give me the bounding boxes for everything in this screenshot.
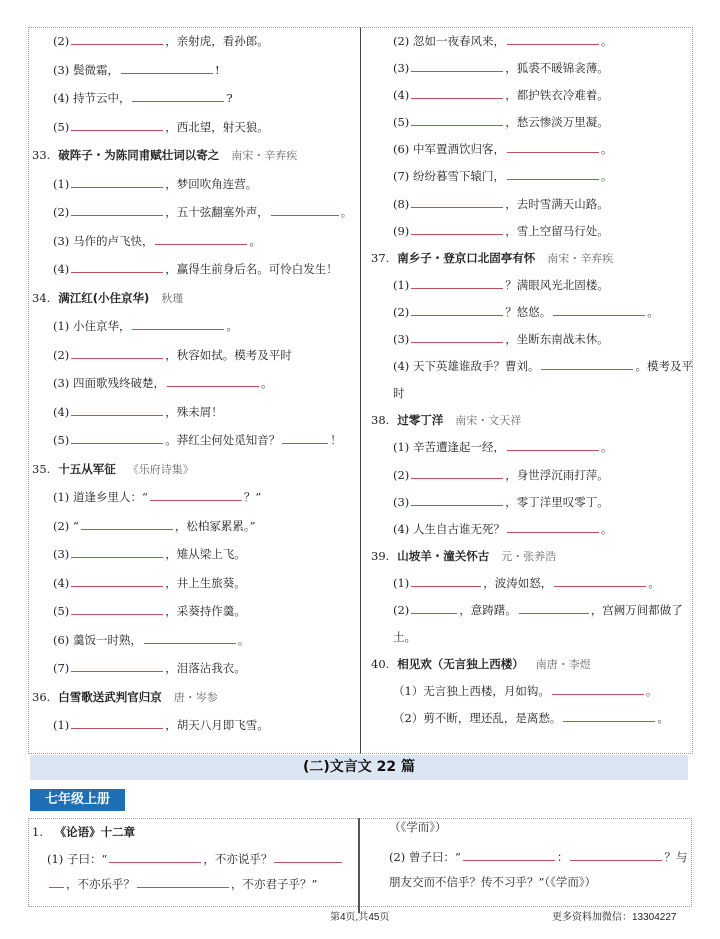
question-line — [361, 434, 692, 461]
answer-blank[interactable] — [411, 224, 503, 235]
question-text: 。 — [648, 575, 660, 590]
answer-blank[interactable] — [144, 633, 236, 644]
question-text: ，雪上空留马行处。 — [505, 223, 609, 238]
question-line — [29, 198, 360, 227]
question-text: 。 — [600, 521, 613, 536]
answer-blank[interactable] — [71, 262, 163, 273]
answer-blank[interactable] — [411, 603, 457, 614]
answer-blank[interactable] — [554, 576, 646, 587]
question-line — [361, 218, 692, 245]
question-line — [361, 380, 692, 407]
question-text: ，不亦说乎？ — [203, 852, 273, 866]
answer-blank[interactable] — [155, 234, 247, 245]
poem-title: 南乡子・登京口北固亭有怀 — [397, 250, 536, 265]
question-line — [361, 82, 692, 109]
column-divider — [358, 818, 360, 913]
question-text: ，殊未屑！ — [165, 404, 223, 419]
question-text: (2) — [393, 467, 410, 482]
poem-title: 山坡羊・潼关怀古 — [397, 548, 490, 563]
question-line — [29, 113, 360, 142]
page-number: 第4页,共45页 — [330, 912, 390, 923]
question-text: (5) — [53, 604, 70, 618]
question-text: (1) 道逢乡里人：“ — [53, 490, 148, 504]
poem-title: 白雪歌送武判官归京 — [58, 689, 162, 704]
question-text: 。 — [260, 376, 273, 390]
question-text: ？” — [243, 490, 262, 504]
question-text: (3) 四面歌残终破楚， — [53, 376, 165, 390]
poem-author: 南唐・李煜 — [535, 658, 591, 672]
question-text: ，都护铁衣冷难着。 — [505, 88, 609, 103]
question-text: (2) “ — [53, 518, 79, 533]
question-line — [361, 353, 692, 380]
question-text: (6) 羹饭一时熟， — [53, 632, 142, 647]
poem-author: 唐・岑参 — [173, 690, 218, 704]
answer-blank[interactable] — [563, 711, 655, 722]
question-text: 。 — [600, 169, 613, 184]
source-note: （《学而》） — [389, 820, 447, 834]
question-text: ，狐裘不暖锦衾薄。 — [505, 61, 609, 76]
question-line — [29, 426, 360, 455]
question-text: (2) — [53, 347, 70, 362]
question-text: (2) — [53, 34, 70, 48]
question-text: ，零丁洋里叹零丁。 — [505, 494, 609, 509]
answer-blank[interactable] — [411, 115, 503, 126]
question-line — [361, 299, 692, 326]
answer-blank[interactable] — [71, 661, 163, 672]
question-text: ，不亦君子乎？” — [231, 877, 318, 891]
question-text: (1) 子曰：“ — [47, 852, 108, 866]
poem-author: 元・张养浩 — [501, 549, 557, 563]
question-text: (3) 马作的卢飞快， — [53, 233, 154, 248]
question-text: (4) 人生自古谁无死？ — [393, 521, 505, 536]
question-text: (1) — [393, 277, 410, 292]
question-line — [361, 705, 692, 732]
answer-blank[interactable] — [553, 305, 645, 316]
question-text: ？悠悠。 — [505, 304, 552, 319]
answer-blank[interactable] — [507, 142, 599, 153]
question-text: ，西北望，射天狼。 — [165, 119, 269, 134]
question-text: （2）剪不断，理还乱，是离愁。 — [393, 711, 562, 726]
question-text: (6) 中军置酒饮归客， — [393, 142, 505, 157]
answer-blank[interactable] — [411, 576, 481, 587]
left-column — [28, 27, 360, 754]
answer-blank[interactable] — [463, 850, 555, 861]
answer-blank[interactable] — [49, 877, 64, 888]
poem-number: 35. — [32, 461, 51, 476]
answer-blank[interactable] — [150, 490, 242, 501]
question-text: 。 — [226, 319, 238, 333]
answer-blank[interactable] — [71, 34, 163, 45]
answer-blank[interactable] — [109, 852, 201, 863]
question-line — [361, 678, 692, 705]
question-text: 。 — [237, 632, 250, 647]
poem-heading — [29, 455, 360, 484]
question-text: (5) — [53, 433, 70, 447]
question-text: (3) — [53, 547, 70, 561]
grade-badge: 七年级上册 — [30, 789, 125, 811]
poem-number: 37. — [371, 250, 390, 265]
classical-box — [28, 818, 692, 907]
answer-blank[interactable] — [71, 576, 163, 587]
question-line — [29, 540, 360, 569]
question-line — [29, 398, 360, 427]
answer-blank[interactable] — [137, 877, 229, 888]
poem-title: 破阵子・为陈同甫赋壮词以寄之 — [58, 148, 220, 162]
question-text: (3) — [393, 332, 410, 347]
answer-blank[interactable] — [71, 604, 163, 615]
question-text: 。 — [600, 34, 613, 48]
question-text: (2) — [393, 602, 410, 617]
question-text: (1) 小住京华， — [53, 319, 131, 333]
question-line — [29, 170, 360, 199]
poem-title: 过零丁洋 — [397, 413, 444, 428]
poem-number: 34. — [32, 290, 51, 305]
question-line — [361, 55, 692, 82]
question-text: ，波涛如怒， — [483, 575, 553, 590]
question-text: ，意踌躇。 — [459, 602, 517, 617]
question-text: （1）无言独上西楼，月如钩。 — [393, 684, 550, 699]
question-text: 。 — [645, 684, 658, 699]
question-line — [29, 369, 360, 398]
poem-heading — [361, 543, 692, 570]
question-text: ，赢得生前身后名。可怜白发生！ — [165, 262, 338, 276]
question-text: (1) — [393, 575, 410, 590]
question-text: ，宫阙万间都做了 — [590, 602, 683, 617]
question-text: 。 — [657, 711, 669, 726]
question-line — [29, 483, 360, 512]
answer-blank[interactable] — [570, 850, 662, 861]
question-text: 朋友交而不信乎？传不习乎？”（《学而》） — [389, 875, 597, 889]
answer-blank[interactable] — [519, 603, 589, 614]
answer-blank[interactable] — [411, 332, 503, 343]
question-line — [361, 516, 692, 543]
question-text: 。 — [249, 233, 261, 248]
question-text: ，胡天八月即飞雪。 — [165, 718, 269, 732]
question-text: 土。 — [393, 630, 416, 645]
question-text: ，泪落沾我衣。 — [165, 661, 246, 675]
question-text: (4) 持节云中， — [53, 91, 131, 105]
question-text: (4) 天下英雄谁敌手？曹刘。 — [393, 359, 540, 374]
question-text: (2) 曾子曰：“ — [389, 850, 461, 864]
poem-heading — [361, 651, 692, 678]
poem-number: 36. — [32, 689, 51, 704]
answer-blank[interactable] — [507, 522, 599, 533]
question-line — [361, 28, 692, 55]
poem-heading — [361, 407, 692, 434]
answer-blank[interactable] — [411, 305, 503, 316]
answer-blank[interactable] — [541, 359, 633, 370]
question-line — [29, 711, 360, 740]
poem-title: 满江红(小住京华) — [58, 290, 150, 305]
section-banner: (二)文言文 22 篇 — [30, 755, 688, 780]
question-line — [29, 597, 360, 626]
answer-blank[interactable] — [411, 468, 503, 479]
question-line — [29, 255, 360, 284]
item-title: 《论语》十二章 — [54, 825, 136, 839]
question-text: (7) — [53, 661, 70, 675]
question-line — [29, 227, 360, 256]
question-line — [47, 851, 344, 867]
answer-blank[interactable] — [411, 278, 503, 289]
question-line — [361, 462, 692, 489]
item-number: 1. — [32, 825, 43, 839]
poem-heading — [29, 284, 360, 313]
poem-author: 南宋・辛弃疾 — [231, 149, 298, 162]
question-text: ，松柏冢累累。” — [174, 518, 256, 533]
question-line — [29, 512, 360, 541]
question-text: 时 — [393, 386, 405, 401]
question-text: ，愁云惨淡万里凝。 — [505, 115, 609, 130]
question-text: 。模考及平 — [635, 359, 693, 374]
answer-blank[interactable] — [507, 34, 599, 45]
footer-note: 更多资料加微信：13304227 — [552, 912, 677, 923]
question-text: (9) — [393, 223, 410, 238]
question-text: 。 — [600, 142, 613, 157]
answer-blank[interactable] — [71, 405, 163, 416]
question-text: ，梦回吹角连营。 — [165, 176, 258, 191]
question-line — [361, 597, 692, 624]
question-line — [29, 27, 360, 56]
poem-heading — [361, 245, 692, 272]
poem-title: 相见欢（无言独上西楼） — [397, 657, 524, 672]
question-line — [361, 272, 692, 299]
answer-blank[interactable] — [132, 319, 224, 330]
question-line — [389, 849, 687, 865]
answer-blank[interactable] — [71, 433, 163, 444]
answer-blank[interactable] — [167, 376, 259, 387]
answer-blank[interactable] — [282, 433, 328, 444]
question-text: (2) — [53, 205, 70, 219]
answer-blank[interactable] — [411, 88, 503, 99]
question-text: (1) — [53, 718, 70, 732]
poem-author: 秋瑾 — [161, 291, 184, 305]
item-heading — [32, 824, 135, 840]
answer-blank[interactable] — [507, 169, 599, 180]
question-text: ，身世浮沉雨打萍。 — [505, 467, 609, 482]
question-line — [29, 654, 360, 683]
answer-blank[interactable] — [71, 120, 163, 131]
answer-blank[interactable] — [121, 63, 213, 74]
answer-blank[interactable] — [411, 495, 503, 506]
question-text: (4) — [393, 88, 410, 103]
question-line — [361, 489, 692, 516]
question-text: ，雉从梁上飞。 — [165, 547, 246, 561]
poem-title: 十五从军征 — [58, 461, 116, 476]
answer-blank[interactable] — [71, 205, 163, 216]
question-text: (4) — [53, 262, 70, 276]
question-text: ! — [214, 62, 220, 77]
question-text: (2) 忽如一夜春风来， — [393, 34, 505, 48]
question-text: (8) — [393, 196, 410, 211]
answer-blank[interactable] — [71, 547, 163, 558]
question-text: (3) — [393, 494, 410, 509]
answer-blank[interactable] — [411, 61, 503, 72]
question-text: (3) — [393, 61, 410, 76]
answer-blank[interactable] — [71, 718, 163, 729]
answer-blank[interactable] — [271, 205, 339, 216]
answer-blank[interactable] — [71, 348, 163, 359]
question-text: ，不亦乐乎？ — [66, 877, 135, 891]
question-text: (7) 纷纷暮雪下辕门， — [393, 169, 505, 184]
question-text: (1) 辛苦遭逢起一经， — [393, 440, 505, 455]
right-column — [360, 27, 693, 754]
question-text: ： — [556, 850, 569, 864]
answer-blank[interactable] — [132, 91, 224, 102]
question-line — [29, 312, 360, 341]
question-text: 。莽红尘何处觅知音？ — [165, 433, 281, 447]
answer-blank[interactable] — [552, 684, 644, 695]
poem-number: 33. — [32, 148, 51, 162]
question-text: (2) — [393, 304, 410, 319]
question-text: ，亲射虎，看孙郎。 — [165, 34, 269, 48]
question-text: ？与 — [664, 850, 688, 864]
answer-blank[interactable] — [507, 440, 599, 451]
poem-author: 南宋・文天祥 — [455, 414, 522, 428]
question-text: ，坐断东南战未休。 — [505, 332, 609, 347]
poem-number: 38. — [371, 413, 390, 428]
question-text: (3) 鬓微霜， — [53, 62, 119, 77]
question-text: 。 — [340, 205, 353, 219]
answer-blank[interactable] — [411, 197, 503, 208]
question-text: ，秋容如拭。模考及平时 — [165, 347, 292, 362]
poem-number: 40. — [371, 657, 390, 672]
question-text: ？满眼风光北固楼。 — [505, 277, 609, 292]
poem-number: 39. — [371, 548, 390, 563]
question-text: (5) — [53, 119, 70, 134]
question-text: ，井上生旅葵。 — [165, 575, 246, 590]
question-text: 。 — [647, 304, 659, 319]
question-line — [361, 624, 692, 651]
question-line — [29, 56, 360, 85]
question-line — [361, 191, 692, 218]
answer-blank[interactable] — [274, 852, 342, 863]
poem-heading — [29, 683, 360, 712]
question-line — [29, 626, 360, 655]
question-text: (1) — [53, 176, 70, 191]
question-text: ，五十弦翻塞外声， — [165, 205, 269, 219]
question-line — [361, 136, 692, 163]
poem-author: 南宋・辛弃疾 — [547, 251, 614, 265]
answer-blank[interactable] — [81, 519, 173, 530]
question-text: ，采葵持作羹。 — [165, 604, 246, 618]
question-text: ，去时雪满天山路。 — [505, 196, 609, 211]
question-line — [361, 326, 692, 353]
question-text: (4) — [53, 575, 70, 590]
question-text: ！ — [330, 433, 342, 447]
answer-blank[interactable] — [71, 177, 163, 188]
question-text: ? — [226, 91, 233, 105]
question-line — [361, 109, 692, 136]
question-line — [47, 876, 317, 892]
question-line — [29, 569, 360, 598]
question-line — [29, 341, 360, 370]
question-text: (4) — [53, 404, 70, 419]
poem-heading — [29, 141, 360, 170]
question-line — [29, 84, 360, 113]
question-line — [361, 163, 692, 190]
question-line — [361, 570, 692, 597]
question-text: 。 — [600, 440, 613, 455]
poem-author: 《乐府诗集》 — [127, 462, 194, 476]
question-text: (5) — [393, 115, 410, 130]
